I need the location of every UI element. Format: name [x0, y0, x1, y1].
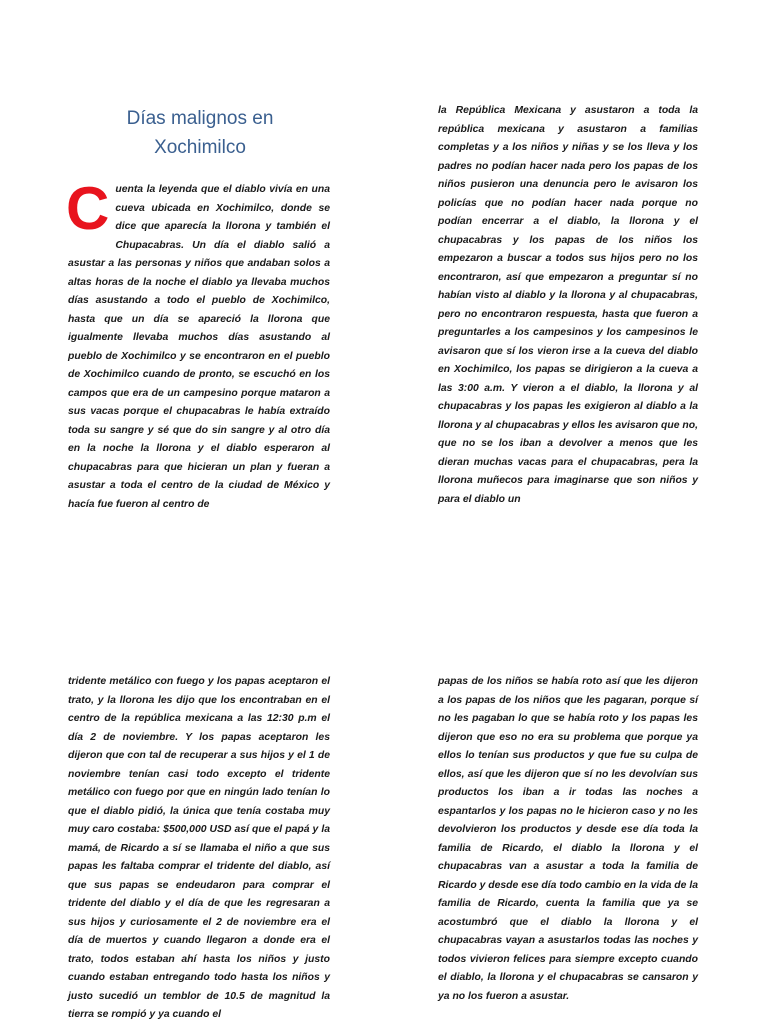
text-column-4 — [438, 673, 698, 1006]
text-column-1 — [66, 175, 330, 514]
column-3-text: tridente metálico con fuego y los papas aceptaron el trato, y la llorona les dijo que los encontraban en el centro de la república mexicana a las 12:30 p.m el día 2 de noviembre. Y los papas aceptaron les dijeron que con tal de recuperar a sus hijos y el 1 de noviembre tenían casi todo excepto el tridente metálico con fuego por que en ningún lado tenían lo que el diablo pidió, la única que tenía costaba muy muy caro costaba: $500,000 USD así que el papá y la mamá, de Ricardo a sí se llamaba el niño a que sus papas les faltaba comprar el tridente del diablo, así que sus papas se endeudaron para comprar el tridente del diablo y el día de que les regresaran a sus hijos y curiosamente el 2 de noviembre era el día de muertos y cuando llegaron a donde era el trato, todos estaban ahí hasta los niños y justo cuando estaban entregando todo hasta los niños y justo sucedió un temblor de 10.5 de magnitud la tierra se rompió y ya cuando el — [68, 676, 330, 1020]
story-title: Días malignos en Xochimilco — [126, 108, 274, 158]
column-4-text: papas de los niños se había roto así que les dijeron a los papas de los niños que les pagaran, porque sí no les pagaban lo que se había roto y los papas les dijeron que eso no era su problema que porque ya ellos lo tenían sus productos y que fue su culpa de ellos, así que les dijeron que sí no les devolvían sus productos los iban a ir todas las noches a espantarlos y los papas no le hicieron caso y no les devolvieron los productos y desde ese día toda la familia de Ricardo, el diablo la llorona y el chupacabras van a asustar a toda la familia de Ricardo y desde ese día todo cambio en la vida de la familia de Ricardo, cuenta la familia que ya se acostumbró que el diablo la llorona y el chupacabras vayan a asustarlos todas las noches y todos vivieron felices para siempre excepto cuando el diablo, la llorona y el chupacabras se cansaron y ya no los fueron a asustar. — [438, 676, 698, 1002]
column-1-text: uenta la leyenda que el diablo vivía en una cueva ubicada en Xochimilco, donde se dice que aparecía la llorona y también el Chupacabras. Un día el diablo salió a asustar a las personas y niños que andaban solos a altas horas de la noche el diablo ya llevaba muchos días asustando a todo el pueblo de Xochimilco, hasta que un día se apareció la llorona que igualmente llevaba muchos días asustando al pueblo de Xochimilco y se encontraron en el pueblo de Xochimilco cuando de pronto, se escuchó en los campos que era de un campesino porque mataron a sus vacas porque el chupacabras le había extraído toda su sangre y sé que do sin sangre y al otro día en la noche la llorona y el diablo esperaron al chupacabras para que hicieran un plan y fueran a asustar a toda el centro de la ciudad de México y hacía fue fueron al centro de — [68, 184, 330, 510]
drop-cap-letter: C — [66, 175, 110, 242]
column-2-text: la República Mexicana y asustaron a toda la república mexicana y asustaron a familias completas y a los niños y niñas y se los lleva y los padres no podían hacer nada pero los papas de los niños pusieron una denuncia pero le avisaron los policías que no podían hacer nada porque no podían encerrar a el diablo, la llorona y el chupacabras y los papas de los niños los empezaron a buscar a todos sus hijos pero no los encontraron, así que empezaron a preguntar sí no habían visto al diablo y la llorona y al chupacabras, pero no encontraron respuesta, hasta que fueron a preguntarles a los campesinos y los campesinos le avisaron que sí los vieron irse a la cueva del diablo en Xochimilco, los papas se dirigieron a la cueva a las 3:00 a.m. Y vieron a el diablo, la llorona y al chupacabras y los papas les exigieron al diablo a la llorona y al chupacabras y ellos les avisaron que no, que no se los iban a devolver a menos que les dieran muchas vacas para el chupacabras, pera la llorona muñecos para imaginarse que son niños y para el diablo un — [438, 105, 698, 505]
text-column-3 — [68, 673, 330, 1025]
text-column-2 — [438, 102, 698, 509]
